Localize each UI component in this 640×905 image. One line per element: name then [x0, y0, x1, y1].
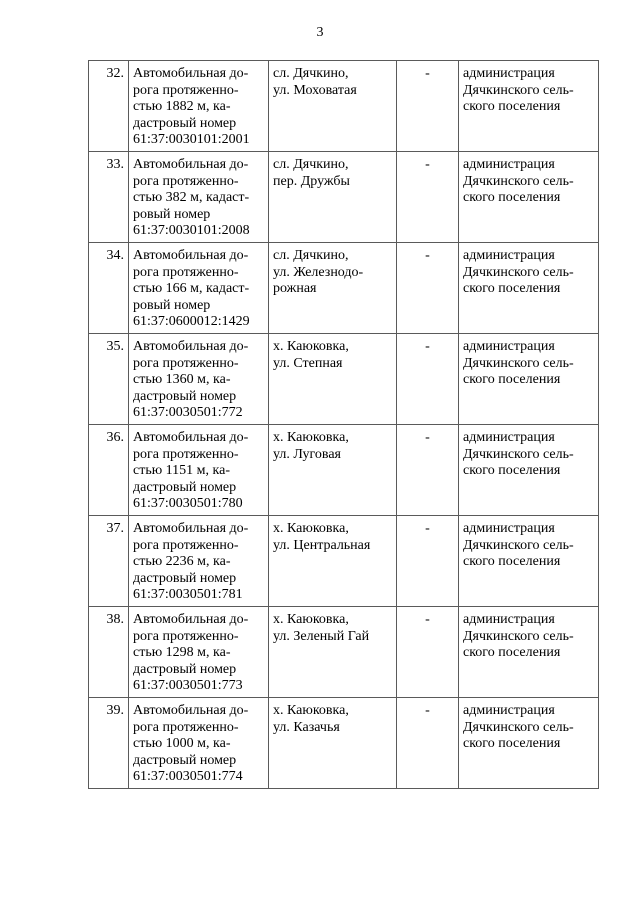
- road-description: [129, 698, 269, 789]
- road-description-line: дастровый номер: [133, 661, 237, 677]
- road-description-line: стью 1151 м, ка-: [133, 463, 230, 478]
- owner-organization-line: администрация: [463, 339, 555, 354]
- road-location: [269, 516, 397, 607]
- road-location-line: пер. Дружбы: [273, 173, 350, 189]
- owner-organization-line: администрация: [463, 612, 555, 627]
- road-description-line: рога протяженно-: [133, 355, 239, 371]
- road-location: [269, 152, 397, 243]
- road-description-line: дастровый номер: [133, 479, 237, 495]
- road-description-line: ровый номер: [133, 297, 211, 313]
- owner-organization-line: Дячкинского сель-: [463, 355, 574, 371]
- table-row: [89, 698, 599, 789]
- owner-organization-line: администрация: [463, 248, 555, 263]
- road-description-line: Автомобильная до-: [133, 612, 249, 627]
- road-description-line: 61:37:0030101:2008: [133, 223, 250, 238]
- row-number: 34.: [89, 243, 129, 334]
- road-description-line: Автомобильная до-: [133, 339, 249, 354]
- row-number: 35.: [89, 334, 129, 425]
- road-location: [269, 61, 397, 152]
- road-location-line: х. Каюковка,: [273, 703, 349, 718]
- road-description-line: рога протяженно-: [133, 719, 239, 735]
- owner-organization: [459, 152, 599, 243]
- road-location: [269, 607, 397, 698]
- road-location-line: сл. Дячкино,: [273, 248, 349, 263]
- road-description-line: рога протяженно-: [133, 82, 239, 98]
- owner-organization-line: Дячкинского сель-: [463, 446, 574, 462]
- road-description-line: 61:37:0030501:773: [133, 678, 243, 693]
- road-registry-table: [88, 60, 599, 789]
- road-description-line: рога протяженно-: [133, 173, 239, 189]
- owner-organization-line: ского поселения: [463, 554, 561, 569]
- road-description-line: стью 1360 м, ка-: [133, 372, 231, 387]
- road-location-line: х. Каюковка,: [273, 612, 349, 627]
- table-body: [89, 61, 599, 789]
- table-row: [89, 516, 599, 607]
- road-location-line: рожная: [273, 281, 317, 296]
- road-description-line: 61:37:0030501:781: [133, 587, 243, 602]
- road-description-line: стью 1882 м, ка-: [133, 99, 231, 114]
- road-description-line: Автомобильная до-: [133, 703, 249, 718]
- owner-organization-line: ского поселения: [463, 645, 561, 660]
- empty-value-dash: -: [397, 607, 459, 698]
- owner-organization-line: Дячкинского сель-: [463, 173, 574, 189]
- road-description-line: рога протяженно-: [133, 264, 239, 280]
- table-row: [89, 607, 599, 698]
- road-description-line: рога протяженно-: [133, 628, 239, 644]
- road-location: [269, 698, 397, 789]
- road-location-line: ул. Степная: [273, 355, 343, 371]
- road-location: [269, 243, 397, 334]
- road-description: [129, 516, 269, 607]
- row-number: 36.: [89, 425, 129, 516]
- road-description: [129, 152, 269, 243]
- road-description: [129, 61, 269, 152]
- road-description-line: 61:37:0030501:772: [133, 405, 243, 420]
- empty-value-dash: -: [397, 152, 459, 243]
- owner-organization: [459, 425, 599, 516]
- owner-organization-line: администрация: [463, 430, 555, 445]
- road-description-line: Автомобильная до-: [133, 430, 249, 445]
- owner-organization-line: Дячкинского сель-: [463, 719, 574, 735]
- row-number: 32.: [89, 61, 129, 152]
- owner-organization-line: Дячкинского сель-: [463, 537, 574, 553]
- road-location-line: ул. Казачья: [273, 719, 340, 735]
- road-location: [269, 334, 397, 425]
- row-number: 38.: [89, 607, 129, 698]
- road-description-line: стью 382 м, кадаст-: [133, 190, 250, 205]
- road-description: [129, 243, 269, 334]
- road-description-line: 61:37:0030101:2001: [133, 132, 250, 147]
- owner-organization-line: ского поселения: [463, 736, 561, 751]
- table-row: [89, 334, 599, 425]
- road-location-line: ул. Центральная: [273, 537, 371, 553]
- owner-organization-line: ского поселения: [463, 463, 561, 478]
- owner-organization: [459, 698, 599, 789]
- road-description: [129, 334, 269, 425]
- row-number: 39.: [89, 698, 129, 789]
- owner-organization-line: ского поселения: [463, 99, 561, 114]
- table-row: [89, 425, 599, 516]
- owner-organization-line: администрация: [463, 157, 555, 172]
- road-description-line: стью 1298 м, ка-: [133, 645, 231, 660]
- road-location-line: ул. Зеленый Гай: [273, 628, 370, 644]
- empty-value-dash: -: [397, 425, 459, 516]
- road-description-line: дастровый номер: [133, 570, 237, 586]
- road-description: [129, 607, 269, 698]
- empty-value-dash: -: [397, 516, 459, 607]
- road-description-line: дастровый номер: [133, 115, 237, 131]
- road-location-line: ул. Железнодо-: [273, 264, 364, 280]
- road-location-line: сл. Дячкино,: [273, 157, 349, 172]
- road-description-line: стью 166 м, кадаст-: [133, 281, 250, 296]
- road-location-line: х. Каюковка,: [273, 339, 349, 354]
- owner-organization-line: Дячкинского сель-: [463, 264, 574, 280]
- page-number: 3: [316, 25, 324, 40]
- table-row: [89, 152, 599, 243]
- road-description-line: Автомобильная до-: [133, 248, 249, 263]
- empty-value-dash: -: [397, 698, 459, 789]
- road-description-line: Автомобильная до-: [133, 157, 249, 172]
- road-location-line: х. Каюковка,: [273, 430, 349, 445]
- owner-organization: [459, 243, 599, 334]
- owner-organization: [459, 516, 599, 607]
- road-description-line: 61:37:0030501:774: [133, 769, 243, 784]
- road-description-line: 61:37:0600012:1429: [133, 314, 250, 329]
- road-description-line: ровый номер: [133, 206, 211, 222]
- owner-organization-line: администрация: [463, 66, 555, 81]
- road-description-line: рога протяженно-: [133, 446, 239, 462]
- road-description-line: стью 1000 м, ка-: [133, 736, 231, 751]
- road-description-line: 61:37:0030501:780: [133, 496, 243, 511]
- owner-organization-line: Дячкинского сель-: [463, 628, 574, 644]
- road-location-line: сл. Дячкино,: [273, 66, 349, 81]
- owner-organization-line: администрация: [463, 521, 555, 536]
- empty-value-dash: -: [397, 243, 459, 334]
- road-location: [269, 425, 397, 516]
- road-location-line: х. Каюковка,: [273, 521, 349, 536]
- empty-value-dash: -: [397, 61, 459, 152]
- owner-organization: [459, 334, 599, 425]
- road-location-line: ул. Моховатая: [273, 82, 357, 98]
- table-row: [89, 61, 599, 152]
- owner-organization-line: администрация: [463, 703, 555, 718]
- empty-value-dash: -: [397, 334, 459, 425]
- row-number: 37.: [89, 516, 129, 607]
- owner-organization: [459, 607, 599, 698]
- road-description-line: Автомобильная до-: [133, 66, 249, 81]
- road-description: [129, 425, 269, 516]
- road-location-line: ул. Луговая: [273, 446, 341, 462]
- road-description-line: дастровый номер: [133, 388, 237, 404]
- owner-organization-line: ского поселения: [463, 190, 561, 205]
- road-description-line: Автомобильная до-: [133, 521, 249, 536]
- owner-organization-line: ского поселения: [463, 372, 561, 387]
- road-description-line: рога протяженно-: [133, 537, 239, 553]
- road-description-line: дастровый номер: [133, 752, 237, 768]
- owner-organization-line: Дячкинского сель-: [463, 82, 574, 98]
- row-number: 33.: [89, 152, 129, 243]
- road-description-line: стью 2236 м, ка-: [133, 554, 231, 569]
- table-row: [89, 243, 599, 334]
- owner-organization: [459, 61, 599, 152]
- owner-organization-line: ского поселения: [463, 281, 561, 296]
